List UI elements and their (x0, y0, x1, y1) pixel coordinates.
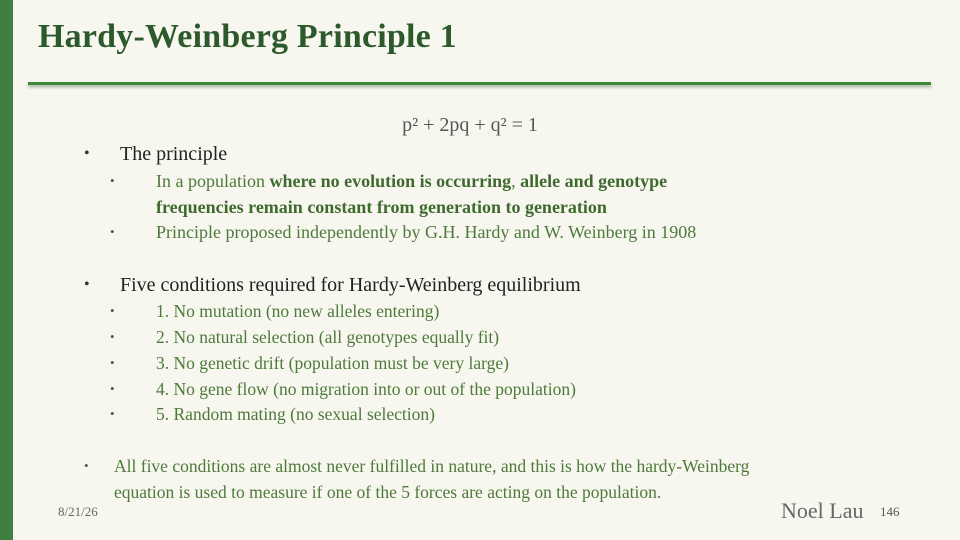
definition-bold-3: frequencies remain constant from generation to generation (156, 197, 607, 217)
conclusion-line-2: equation is used to measure if one of the 5 forces are acting on the population. (114, 482, 662, 502)
conclusion-line-1: All five conditions are almost never fulfilled in nature, and this is how the hardy-Weinberg (114, 456, 750, 476)
condition-text: 2. No natural selection (all genotypes equally fit) (156, 327, 500, 347)
equation: p² + 2pq + q² = 1 (402, 114, 538, 136)
conditions-heading: Five conditions required for Hardy-Weinberg equilibrium (120, 274, 581, 296)
condition-item (110, 324, 500, 350)
bullet-dot: • (84, 458, 89, 473)
principle-heading: The principle (120, 143, 228, 165)
slide-title: Hardy-Weinberg Principle 1 (38, 18, 457, 55)
bullet-dot: • (110, 381, 115, 396)
condition-text: 3. No genetic drift (population must be very large) (156, 353, 509, 373)
definition-mid: , (511, 171, 521, 191)
condition-item (110, 350, 509, 376)
history-text: Principle proposed independently by G.H. Hardy and W. Weinberg in 1908 (156, 222, 697, 242)
bullet-conclusion-cont (114, 479, 661, 505)
bullet-principle-history (110, 219, 697, 245)
bullet-conclusion (84, 453, 750, 479)
bullet-dot: • (84, 276, 90, 293)
definition-bold-1: where no evolution is occurring (269, 171, 512, 191)
bullet-principle-definition-cont (156, 194, 607, 220)
footer-date: 8/21/26 (58, 504, 98, 519)
bullet-dot: • (110, 173, 115, 188)
condition-item (110, 401, 435, 427)
definition-lead: In a population (156, 171, 270, 191)
title-divider (28, 82, 931, 85)
bullet-conditions (84, 272, 581, 298)
bullet-dot: • (110, 303, 115, 318)
left-accent-bar (0, 0, 13, 540)
condition-text: 4. No gene flow (no migration into or out of the population) (156, 379, 576, 399)
condition-text: 1. No mutation (no new alleles entering) (156, 301, 440, 321)
condition-item (110, 376, 576, 402)
condition-item (110, 298, 440, 324)
condition-text: 5. Random mating (no sexual selection) (156, 404, 435, 424)
bullet-dot: • (110, 329, 115, 344)
bullet-principle-definition (110, 168, 668, 194)
bullet-dot: • (110, 355, 115, 370)
bullet-dot: • (110, 224, 115, 239)
bullet-dot: • (84, 145, 90, 162)
bullet-principle (84, 141, 228, 167)
page-number: 146 (880, 504, 900, 519)
definition-bold-2: allele and genotype (520, 171, 668, 191)
footer-author: Noel Lau (781, 498, 864, 523)
bullet-dot: • (110, 406, 115, 421)
